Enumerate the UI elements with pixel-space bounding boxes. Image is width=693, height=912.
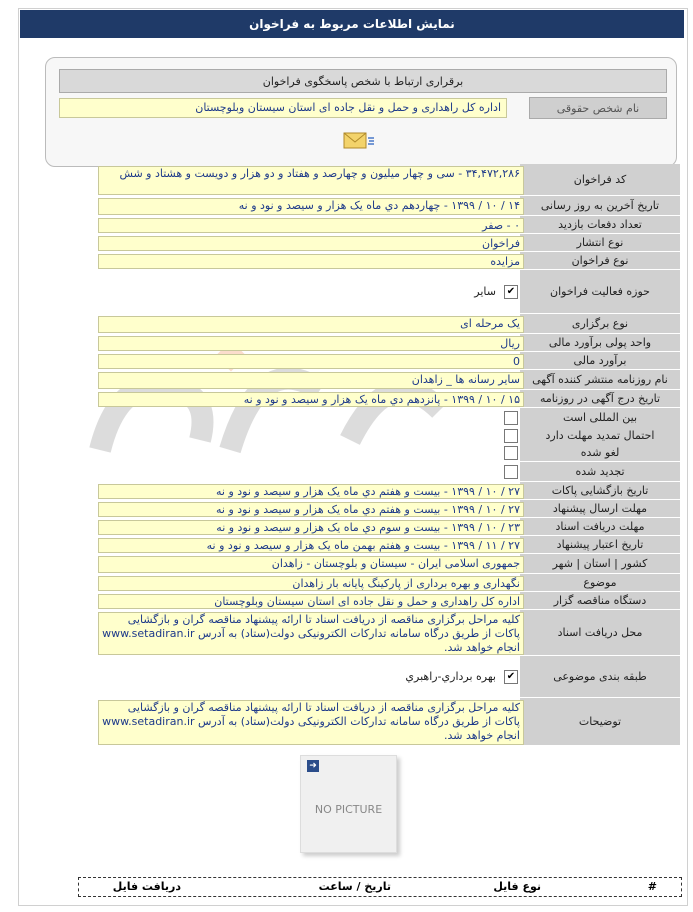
checkbox[interactable] bbox=[504, 411, 518, 425]
field-label: نوع فراخوان bbox=[520, 252, 680, 270]
field-row bbox=[98, 592, 680, 610]
field-value: کلیه مراحل برگزاری مناقصه از دریافت اسناد تا ارائه پیشنهاد مناقصه گران و بازگشایی پاکات از طریق درگاه سامانه تدارکات الکترونیکی دولت(ستاد) به آدرس www.setadiran.ir انجام خواهد شد. bbox=[98, 612, 524, 655]
field-row bbox=[98, 462, 680, 482]
field-value: ۱۴ / ۱۰ / ۱۳۹۹ - چهاردهم دي ماه یک هزار و سیصد و نود و نه bbox=[98, 198, 524, 215]
field-value: ۱۵ / ۱۰ / ۱۳۹۹ - پانزدهم دي ماه یک هزار و سیصد و نود و نه bbox=[98, 392, 524, 407]
checkbox-label: بهره برداري-راهبري bbox=[405, 670, 496, 683]
field-label: تاریخ بازگشایی پاکات bbox=[520, 482, 680, 500]
field-label: دستگاه مناقصه گزار bbox=[520, 592, 680, 610]
checkbox[interactable]: ✔ bbox=[504, 285, 518, 299]
field-row bbox=[98, 500, 680, 518]
field-row bbox=[98, 352, 680, 370]
field-value: نگهداری و بهره برداری از پارکینگ پایانه بار زاهدان bbox=[98, 576, 524, 591]
field-value: اداره کل راهداری و حمل و نقل جاده ای استان سیستان وبلوچستان bbox=[98, 594, 524, 609]
field-row bbox=[98, 390, 680, 408]
field-row bbox=[98, 656, 680, 698]
field-label: محل دریافت اسناد bbox=[520, 610, 680, 656]
contact-title: برقراری ارتباط با شخص پاسخگوی فراخوان bbox=[59, 69, 667, 93]
files-col-datetime: تاریخ / ساعت bbox=[318, 880, 391, 893]
field-row bbox=[98, 482, 680, 500]
field-row bbox=[98, 574, 680, 592]
field-label: طبقه بندی موضوعی bbox=[520, 656, 680, 698]
field-row bbox=[98, 554, 680, 574]
field-label: موضوع bbox=[520, 574, 680, 592]
field-value: ۲۷ / ۱۱ / ۱۳۹۹ - بیست و هفتم بهمن ماه یک هزار و سیصد و نود و نه bbox=[98, 538, 524, 553]
field-value: ۲۷ / ۱۰ / ۱۳۹۹ - بیست و هفتم دي ماه یک هزار و سیصد و نود و نه bbox=[98, 484, 524, 499]
contact-panel bbox=[45, 57, 677, 167]
field-value: کلیه مراحل برگزاری مناقصه از دریافت اسناد تا ارائه پیشنهاد مناقصه گران و بازگشایی پاکات از طریق درگاه سامانه تدارکات الکترونیکی دولت(ستاد) به آدرس www.setadiran.ir انجام خواهد شد. bbox=[98, 700, 524, 745]
field-label: مهلت دریافت اسناد bbox=[520, 518, 680, 536]
field-row bbox=[98, 234, 680, 252]
field-row bbox=[98, 536, 680, 554]
field-label: نوع برگزاری bbox=[520, 314, 680, 334]
field-row bbox=[98, 610, 680, 656]
field-value: جمهوری اسلامی ایران - سیستان و بلوچستان - زاهدان bbox=[98, 556, 524, 573]
field-row bbox=[98, 164, 680, 196]
field-label: تاریخ درج آگهی در روزنامه bbox=[520, 390, 680, 408]
field-row bbox=[98, 698, 680, 746]
field-label: واحد پولی برآورد مالی bbox=[520, 334, 680, 352]
expand-icon[interactable]: ➜ bbox=[307, 760, 319, 772]
files-col-number: # bbox=[647, 880, 657, 893]
legal-person-value: اداره کل راهداری و حمل و نقل جاده ای استان سیستان وبلوچستان bbox=[59, 98, 507, 118]
field-label: تاریخ اعتبار پیشنهاد bbox=[520, 536, 680, 554]
field-value: 0 bbox=[98, 354, 524, 369]
envelope-icon[interactable] bbox=[342, 128, 376, 154]
field-value: ۲۳ / ۱۰ / ۱۳۹۹ - بیست و سوم دي ماه یک هزار و سیصد و نود و نه bbox=[98, 520, 524, 535]
field-label: تعداد دفعات بازدید bbox=[520, 216, 680, 234]
field-row bbox=[98, 270, 680, 314]
files-col-type: نوع فایل bbox=[493, 880, 541, 893]
checkbox[interactable] bbox=[504, 429, 518, 443]
field-label: کد فراخوان bbox=[520, 164, 680, 196]
legal-person-label: نام شخص حقوقی bbox=[529, 97, 667, 119]
field-label: تاریخ آخرین به روز رسانی bbox=[520, 196, 680, 216]
field-label: مهلت ارسال پیشنهاد bbox=[520, 500, 680, 518]
checkbox[interactable]: ✔ bbox=[504, 670, 518, 684]
page-title: نمایش اطلاعات مربوط به فراخوان bbox=[20, 10, 684, 38]
field-label: نام روزنامه منتشر کننده آگهی bbox=[520, 370, 680, 390]
field-value: ۲۷ / ۱۰ / ۱۳۹۹ - بیست و هفتم دي ماه یک هزار و سیصد و نود و نه bbox=[98, 502, 524, 517]
checkbox[interactable] bbox=[504, 465, 518, 479]
files-table-header bbox=[78, 877, 682, 897]
field-label: کشور | استان | شهر bbox=[520, 554, 680, 574]
field-label: نوع انتشار bbox=[520, 234, 680, 252]
field-value: ۳۴,۴۷۲,۲۸۶ - سی و چهار میلیون و چهارصد و هفتاد و دو هزار و دویست و هشتاد و شش bbox=[98, 166, 524, 195]
checkbox[interactable] bbox=[504, 446, 518, 460]
field-row bbox=[98, 426, 680, 446]
field-value: سایر رسانه ها _ زاهدان bbox=[98, 372, 524, 389]
field-row bbox=[98, 252, 680, 270]
field-row bbox=[98, 334, 680, 352]
field-row bbox=[98, 216, 680, 234]
field-value: ۰ - صفر bbox=[98, 218, 524, 233]
files-col-download: دریافت فایل bbox=[112, 880, 181, 893]
field-row bbox=[98, 408, 680, 428]
field-label: تجدید شده bbox=[520, 462, 680, 482]
field-value: فراخوان bbox=[98, 236, 524, 251]
no-picture-text: NO PICTURE bbox=[314, 803, 383, 816]
field-label: لغو شده bbox=[520, 444, 680, 462]
field-label: توضیحات bbox=[520, 698, 680, 746]
field-value: یک مرحله ای bbox=[98, 316, 524, 333]
field-row bbox=[98, 518, 680, 536]
field-row bbox=[98, 314, 680, 334]
field-row bbox=[98, 370, 680, 390]
field-label: احتمال تمدید مهلت دارد bbox=[520, 426, 680, 446]
checkbox-label: سایر bbox=[474, 285, 496, 298]
no-picture-image bbox=[300, 755, 397, 853]
field-row bbox=[98, 196, 680, 216]
field-label: برآورد مالی bbox=[520, 352, 680, 370]
field-value: ریال bbox=[98, 336, 524, 351]
field-row bbox=[98, 444, 680, 462]
field-value: مزایده bbox=[98, 254, 524, 269]
field-label: حوزه فعالیت فراخوان bbox=[520, 270, 680, 314]
field-label: بین المللی است bbox=[520, 408, 680, 428]
